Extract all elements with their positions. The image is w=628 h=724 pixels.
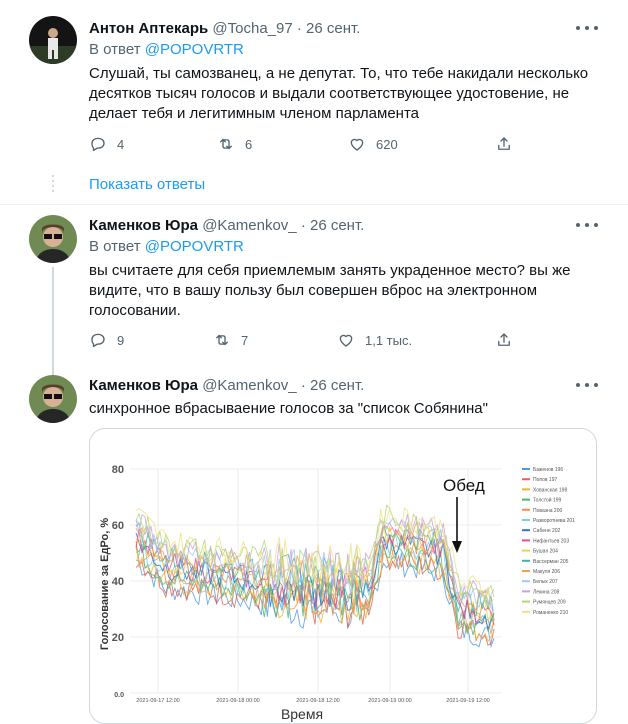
- share-icon: [495, 135, 513, 153]
- legend-entry: Макуля 206: [533, 569, 560, 575]
- separator: ·: [296, 20, 302, 37]
- reply-to-label: В ответ: [89, 238, 141, 255]
- reply-to-label: В ответ: [89, 41, 141, 58]
- avatar-image: [29, 375, 77, 423]
- separator: ·: [300, 217, 306, 234]
- tweet-date[interactable]: 26 сент.: [306, 20, 361, 37]
- x-axis-label: Время: [280, 706, 324, 722]
- show-replies-link[interactable]: Показать ответы: [89, 176, 206, 193]
- y-axis-label: Голосование за ЕдРо, %: [99, 517, 111, 651]
- author-name[interactable]: Антон Аптекарь: [89, 20, 209, 37]
- thread-connector: [52, 175, 54, 192]
- annotation-label: Обед: [443, 476, 485, 495]
- chart-legend: [522, 467, 575, 616]
- avatar[interactable]: [29, 16, 77, 64]
- tweet-date[interactable]: 26 сент.: [309, 217, 365, 234]
- x-tick-label: 2021-09-18 00:00: [216, 698, 260, 704]
- separator: ·: [300, 377, 306, 394]
- like-count: 1,1 тыс.: [365, 332, 413, 348]
- reply-mention-link[interactable]: @POPOVRTR: [144, 238, 244, 255]
- reply-count: 4: [117, 136, 125, 152]
- legend-entry: Романенко 210: [533, 609, 569, 616]
- y-axis-ticks: [112, 464, 124, 699]
- author-line: [89, 217, 364, 234]
- author-handle[interactable]: @Tocha_97: [212, 20, 293, 37]
- author-line: [89, 20, 360, 37]
- author-name[interactable]: Каменков Юра: [89, 217, 199, 234]
- reply-to: [89, 41, 244, 58]
- x-tick-label: 2021-09-18 12:00: [296, 698, 340, 704]
- like-count: 620: [376, 136, 398, 152]
- reply-count: 9: [117, 332, 125, 348]
- line-chart: [90, 429, 596, 724]
- share-button[interactable]: [495, 331, 513, 349]
- retweet-icon: [217, 135, 235, 153]
- more-options-icon[interactable]: [576, 218, 598, 232]
- chart-series: [136, 505, 494, 647]
- legend-entry: Нифантьев 203: [533, 538, 570, 545]
- legend-entry: Лекина 208: [533, 589, 560, 596]
- more-options-icon[interactable]: [576, 378, 598, 392]
- legend-entry: Бушан 204: [533, 548, 558, 555]
- tweet-date[interactable]: 26 сент.: [309, 377, 365, 394]
- like-button[interactable]: [337, 331, 412, 349]
- legend-entry: Белых 207: [533, 579, 558, 586]
- retweet-button[interactable]: [213, 331, 248, 349]
- y-tick-label: 0.0: [114, 692, 124, 699]
- share-button[interactable]: [495, 135, 513, 153]
- reply-to: [89, 238, 244, 255]
- retweet-count: 6: [245, 136, 253, 152]
- tweet-actions: [89, 135, 529, 157]
- x-tick-label: 2021-09-19 12:00: [446, 698, 490, 704]
- more-options-icon[interactable]: [576, 21, 598, 35]
- avatar-image: [29, 16, 77, 64]
- tweet-actions: [89, 331, 529, 353]
- x-tick-label: 2021-09-17 12:00: [136, 698, 180, 704]
- author-name[interactable]: Каменков Юра: [89, 377, 199, 394]
- legend-entry: Хованская 198: [533, 487, 568, 494]
- avatar-image: [29, 215, 77, 263]
- chart-grid: [130, 469, 502, 693]
- x-axis-ticks: [136, 698, 489, 704]
- author-line: [89, 377, 364, 394]
- reply-mention-link[interactable]: @POPOVRTR: [144, 41, 244, 58]
- reply-icon: [89, 135, 107, 153]
- y-tick-label: 60: [111, 520, 124, 532]
- tweet-1[interactable]: [0, 0, 628, 204]
- tweet-media-chart[interactable]: [89, 428, 597, 724]
- author-handle[interactable]: @Kamenkov_: [202, 377, 297, 394]
- retweet-button[interactable]: [217, 135, 252, 153]
- legend-entry: Сабенн 202: [533, 528, 561, 535]
- tweet-2[interactable]: [0, 205, 628, 375]
- y-tick-label: 40: [111, 576, 124, 588]
- y-tick-label: 20: [111, 632, 124, 644]
- retweet-count: 7: [241, 332, 249, 348]
- series-line: [136, 545, 494, 645]
- heart-icon: [348, 135, 366, 153]
- legend-entry: Попов 197: [533, 477, 558, 484]
- legend-entry: Повазна 200: [533, 507, 563, 514]
- like-button[interactable]: [348, 135, 398, 153]
- legend-entry: Румянцев 209: [533, 599, 566, 606]
- author-handle[interactable]: @Kamenkov_: [202, 217, 297, 234]
- reply-icon: [89, 331, 107, 349]
- y-tick-label: 80: [111, 464, 124, 476]
- thread-line: [52, 267, 54, 375]
- retweet-icon: [213, 331, 231, 349]
- reply-button[interactable]: [89, 135, 124, 153]
- legend-entry: Разворотнева 201: [533, 518, 575, 524]
- avatar[interactable]: [29, 375, 77, 423]
- tweet-text: вы считаете для себя приемлемым занять украденное место? вы же видите, что в вашу пользу был совершен вброс на электронном голосовании.: [89, 262, 571, 319]
- legend-entry: Толстой 199: [533, 497, 562, 504]
- legend-entry: Баженов 196: [533, 467, 564, 473]
- share-icon: [495, 331, 513, 349]
- heart-icon: [337, 331, 355, 349]
- x-tick-label: 2021-09-19 00:00: [368, 698, 412, 704]
- legend-entry: Вассерман 205: [533, 558, 569, 565]
- reply-button[interactable]: [89, 331, 124, 349]
- tweet-text: синхронное вбрасываение голосов за "список Собянина": [89, 400, 488, 417]
- tweet-text: Слушай, ты самозванец, а не депутат. То, что тебе накидали несколько десятков тысяч голосов и выдали соответствующее удостовение, не делает тебя и легитимным членом парламента: [89, 65, 589, 122]
- avatar[interactable]: [29, 215, 77, 263]
